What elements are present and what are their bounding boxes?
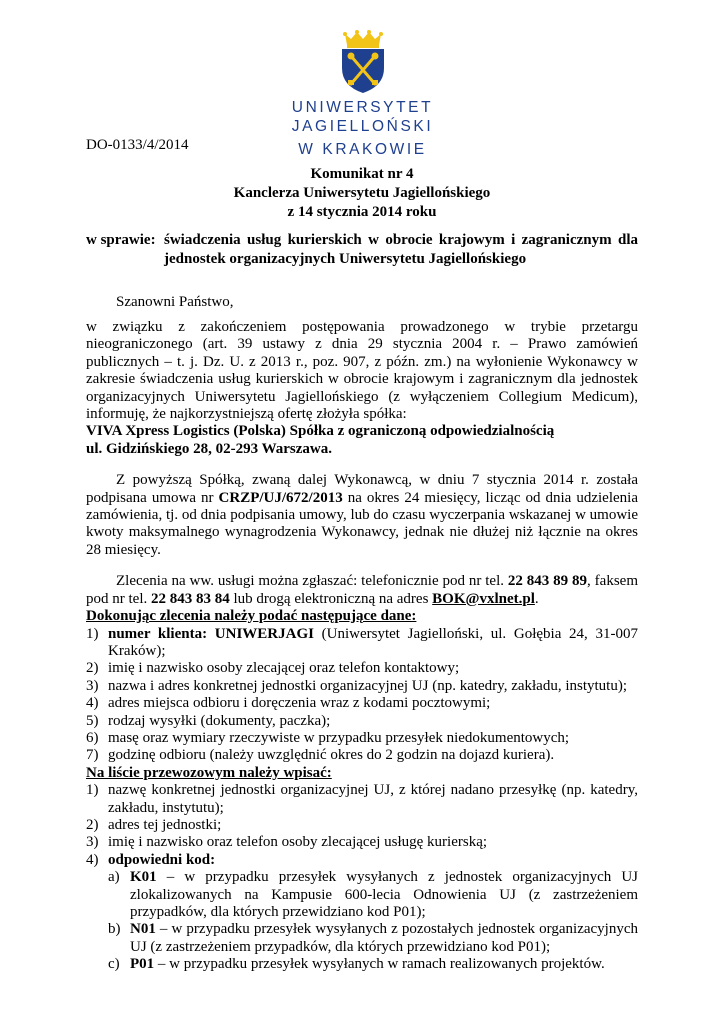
list-item-text: adres miejsca odbioru i doręczenia wraz z kodami pocztowymi; (108, 695, 491, 712)
list-item-text: imię i nazwisko osoby zlecającej oraz telefon kontaktowy; (108, 660, 460, 677)
list-item (86, 834, 638, 851)
company-address: ul. Gidzińskiego 28, 02-293 Warszawa. (86, 440, 332, 457)
list-item-number: 1) (86, 782, 99, 799)
university-name-line2: W KRAKOWIE (298, 141, 427, 158)
list-item-text: godzinę odbioru (należy uwzględnić okres do 2 godzin na dojazd kuriera). (108, 747, 555, 764)
list-item (86, 713, 638, 730)
code-item (108, 869, 638, 921)
heading-line-3: z 14 stycznia 2014 roku (287, 204, 437, 220)
list-item-text: (Uniwersytet Jagielloński, ul. Gołębia 24, 31-007 Kraków); (108, 625, 638, 659)
code-description: – w przypadku przesyłek wysyłanych w ramach realizowanych projektów. (154, 956, 605, 973)
list-item-number: 7) (86, 747, 99, 764)
list-item (86, 626, 638, 661)
list-item-text: rodzaj wysyłki (dokumenty, paczka); (108, 712, 331, 729)
code-item-letter: a) (108, 869, 120, 886)
phone-number: 22 843 89 89 (507, 573, 588, 590)
waybill-heading: Na liście przewozowym należy wpisać: (86, 764, 332, 781)
code-item (108, 956, 638, 973)
list-item-number: 2) (86, 660, 99, 677)
waybill-list (86, 782, 638, 869)
contract-paragraph (86, 472, 638, 559)
crest-icon (339, 30, 387, 94)
document-number: DO-0133/4/2014 (86, 137, 189, 153)
code-value: K01 (130, 869, 157, 886)
list-item (86, 747, 638, 764)
contact-text-4: . (534, 590, 539, 607)
code-item-letter: c) (108, 956, 120, 973)
contract-text-2: na okres 24 miesięcy, licząc od dnia udzielenia zamówienia, tj. od dnia podpisania umowy, lub do czasu wyczerpania wskazanej w umowie kwoty maksymalnego wynagrodzenia Wykonawcy, jednak nie dłużej niż łącznie na okres 28 miesięcy. (86, 489, 638, 558)
code-description: – w przypadku przesyłek wysyłanych z pozostałych jednostek organizacyjnych UJ (z zastrzeżeniem przypadków, dla których przewidziano kod P01); (130, 921, 638, 955)
contact-paragraph (86, 573, 638, 608)
contract-text-1: Z powyższą Spółką, zwaną dalej Wykonawcą, w dniu 7 stycznia 2014 r. została podpisana umowa nr (86, 472, 638, 506)
code-value: N01 (130, 921, 156, 938)
document-heading (86, 165, 638, 222)
orders-heading: Dokonując zlecenia należy podać następujące dane: (86, 608, 417, 625)
code-item (108, 921, 638, 956)
list-item-number: 6) (86, 729, 99, 746)
university-name-line1: UNIWERSYTET JAGIELLOŃSKI (291, 99, 434, 135)
heading-line-2: Kanclerza Uniwersytetu Jagiellońskiego (233, 185, 491, 201)
code-item-letter: b) (108, 921, 121, 938)
list-item (86, 817, 638, 834)
list-item-number: 2) (86, 816, 99, 833)
fax-number: 22 843 83 84 (151, 590, 230, 607)
subject-label: w sprawie: (86, 232, 156, 248)
list-item-text: nazwę konkretnej jednostki organizacyjnej UJ, z której nadano przesyłkę (np. katedry, zakładu, instytutu); (108, 782, 638, 816)
list-item (86, 660, 638, 677)
contact-text-1: Zlecenia na ww. usługi można zgłaszać: telefonicznie pod nr tel. (116, 573, 508, 590)
heading-line-1: Komunikat nr 4 (310, 166, 414, 182)
list-item (86, 695, 638, 712)
list-item-number: 3) (86, 677, 99, 694)
greeting: Szanowni Państwo, (116, 294, 234, 310)
list-item (86, 852, 638, 869)
list-item-text: masę oraz wymiary rzeczywiste w przypadku przesyłek niedokumentowych; (108, 729, 570, 746)
code-description: – w przypadku przesyłek wysyłanych z jednostek organizacyjnych UJ zlokalizowanych na Kampusie 600-lecia Odnowienia UJ (z zastrzeżeniem przypadków, dla których przewidziano kod P01); (130, 869, 638, 920)
intro-paragraph: w związku z zakończeniem postępowania prowadzonego w trybie przetargu nieograniczonego (art. 39 ustawy z dnia 29 stycznia 2004 r. – Prawo zamówień publicznych – t. j. Dz. U. z 2013 r., poz. 907, z późn. zm.) na wyłonienie Wykonawcy w zakresie świadczenia usług kurierskich w obrocie krajowym i zagranicznym dla jednostek organizacyjnych Uniwersytetu Jagiellońskiego (z wyłączeniem Collegium Medicum), informuję, że najkorzystniejszą ofertę złożyła spółka: (86, 319, 638, 423)
list-item-number: 3) (86, 834, 99, 851)
list-item-number: 4) (86, 851, 99, 868)
codes-list (86, 869, 638, 973)
client-number: numer klienta: UNIWERJAGI (108, 625, 314, 642)
list-item-number: 4) (86, 695, 99, 712)
list-item (86, 730, 638, 747)
contact-text-3: lub drogą elektroniczną na adres (229, 590, 433, 607)
email-link[interactable]: BOK@vxlnet.pl (432, 590, 535, 607)
contact-text-2: , faksem pod nr tel. (86, 573, 638, 607)
list-item-text: odpowiedni kod: (108, 851, 216, 868)
list-item (86, 678, 638, 695)
list-item-number: 1) (86, 625, 99, 642)
document-body (86, 319, 638, 974)
list-item-text: adres tej jednostki; (108, 816, 222, 833)
contract-number: CRZP/UJ/672/2013 (218, 489, 343, 506)
list-item (86, 782, 638, 817)
list-item-number: 5) (86, 712, 99, 729)
list-item-text: nazwa i adres konkretnej jednostki organizacyjnej UJ (np. katedry, zakładu, instytutu); (108, 677, 628, 694)
company-name: VIVA Xpress Logistics (Polska) Spółka z ograniczoną odpowiedzialnością (86, 423, 555, 440)
subject-block (86, 231, 638, 269)
subject-text: świadczenia usług kurierskich w obrocie krajowym i zagranicznym dla jednostek organizacyjnych Uniwersytetu Jagiellońskiego (164, 232, 638, 267)
code-value: P01 (130, 956, 155, 973)
list-item-text: imię i nazwisko oraz telefon osoby zlecającej usługę kurierską; (108, 834, 488, 851)
university-logo (240, 30, 485, 159)
orders-list (86, 626, 638, 765)
